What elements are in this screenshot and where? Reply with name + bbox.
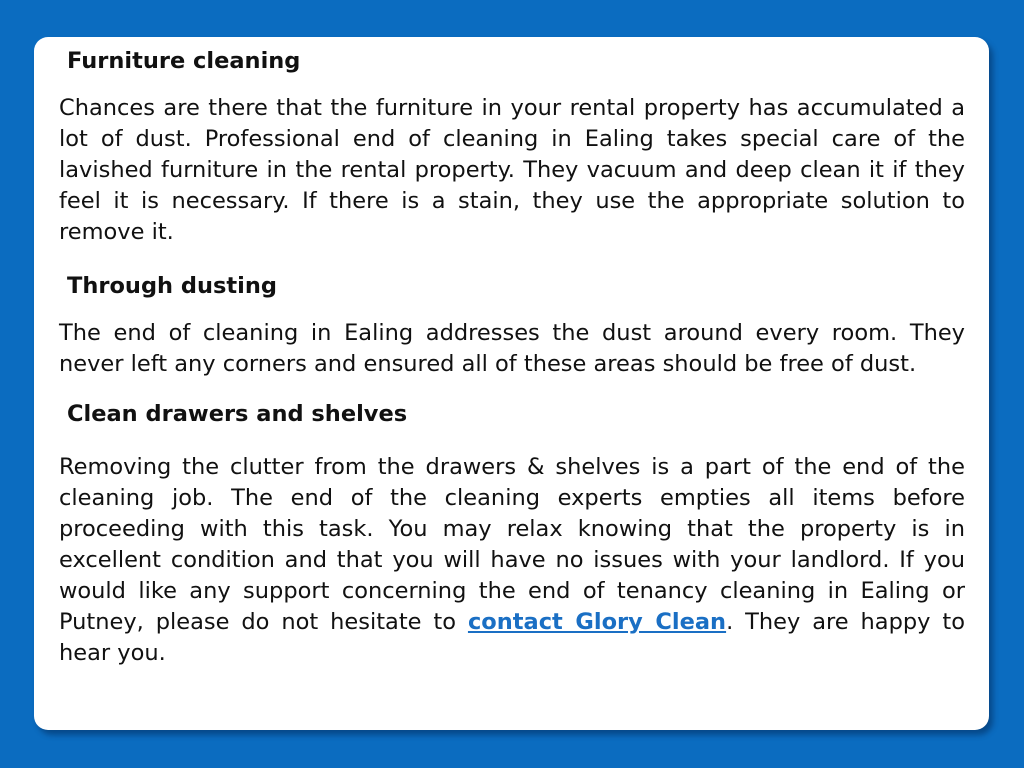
section-body-clean-drawers: [59, 452, 965, 669]
body-text-after-link: . They are happy to hear you.: [59, 609, 965, 666]
section-heading-furniture-cleaning: Furniture cleaning: [67, 48, 301, 74]
body-text-before-link: Removing the clutter from the drawers & shelves is a part of the end of the cleaning job. The end of the cleaning experts empties all items before proceeding with this task. You may relax knowing that the property is in excellent condition and that you will have no issues with your landlord. If you would like any support concerning the end of tenancy cleaning in Ealing or Putney, please do not hesitate to: [59, 454, 965, 635]
contact-glory-clean-link[interactable]: contact Glory Clean: [467, 609, 727, 635]
section-heading-clean-drawers: Clean drawers and shelves: [67, 401, 408, 427]
section-heading-through-dusting: Through dusting: [67, 273, 278, 299]
content-card: [34, 37, 989, 730]
section-body-through-dusting: The end of cleaning in Ealing addresses the dust around every room. They never left any corners and ensured all of these areas should be free of dust.: [59, 320, 965, 377]
section-body-furniture-cleaning: Chances are there that the furniture in your rental property has accumulated a lot of dust. Professional end of cleaning in Ealing takes special care of the lavished furniture in the rental property. They vacuum and deep clean it if they feel it is necessary. If there is a stain, they use the appropriate solution to remove it.: [59, 95, 965, 245]
